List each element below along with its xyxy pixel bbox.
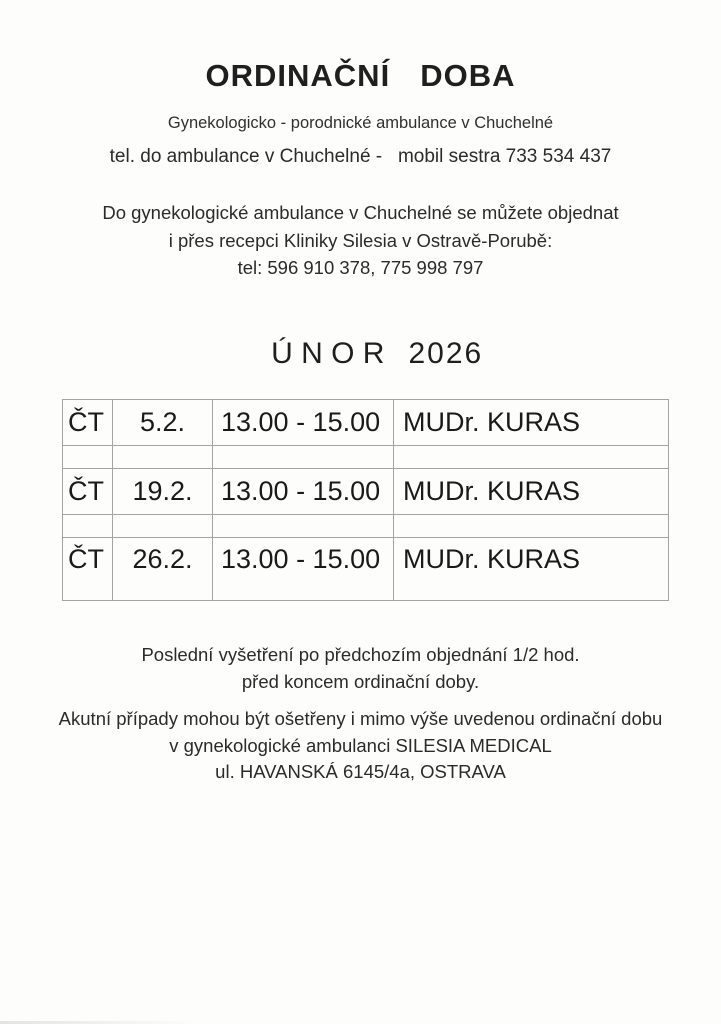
booking-line-1: Do gynekologické ambulance v Chuchelné se můžete objednat: [102, 202, 619, 223]
spacer-cell: [63, 515, 113, 538]
acute-cases-note: [0, 706, 721, 786]
ambulance-phone-line: tel. do ambulance v Chuchelné - mobil sestra 733 534 437: [109, 146, 612, 167]
spacer-cell: [113, 446, 213, 469]
doctor-cell: MUDr. KURAS: [394, 538, 669, 601]
month-heading: [0, 303, 721, 405]
clinic-subtitle: Gynekologicko - porodnické ambulance v Chuchelné: [167, 114, 554, 132]
date-cell: 26.2.: [113, 538, 213, 601]
last-exam-note-line-1: Poslední vyšetření po předchozím objednání 1/2 hod.: [141, 644, 580, 665]
spacer-cell: [394, 446, 669, 469]
last-exam-note: [0, 641, 721, 695]
doctor-cell: MUDr. KURAS: [394, 400, 669, 446]
booking-info: [0, 199, 721, 282]
table-row: [63, 538, 669, 601]
booking-line-2: i přes recepci Kliniky Silesia v Ostravě-Porubě:: [168, 229, 553, 251]
page-title-word1: ORDINAČNÍ: [205, 58, 391, 93]
time-cell: 13.00 - 15.00: [213, 538, 394, 601]
spacer-cell: [213, 515, 394, 538]
month-name: Ú N O R: [271, 337, 385, 370]
table-row: [63, 400, 669, 446]
acute-note-line-1: Akutní případy mohou být ošetřeny i mimo výše uvedenou ordinační dobu: [58, 708, 663, 729]
time-cell: 13.00 - 15.00: [213, 469, 394, 515]
last-exam-note-line-2: před koncem ordinační doby.: [241, 671, 480, 692]
time-cell: 13.00 - 15.00: [213, 400, 394, 446]
booking-phone-line: tel: 596 910 378, 775 998 797: [237, 257, 484, 278]
acute-note-line-3: ul. HAVANSKÁ 6145/4a, OSTRAVA: [215, 761, 506, 782]
date-cell: 5.2.: [113, 400, 213, 446]
schedule-table: [62, 399, 669, 601]
spacer-cell: [213, 446, 394, 469]
date-cell: 19.2.: [113, 469, 213, 515]
page-title: [0, 58, 721, 94]
spacer-cell: [113, 515, 213, 538]
doctor-cell: MUDr. KURAS: [394, 469, 669, 515]
page-title-word2: DOBA: [420, 58, 516, 93]
spacer-cell: [394, 515, 669, 538]
day-cell: ČT: [63, 400, 113, 446]
acute-note-line-2: v gynekologické ambulanci SILESIA MEDICAL: [169, 734, 552, 756]
spacer-cell: [63, 446, 113, 469]
table-row: [63, 469, 669, 515]
spacer-row: [63, 446, 669, 469]
day-cell: ČT: [63, 538, 113, 601]
month-year: 2026: [408, 337, 484, 370]
spacer-row: [63, 515, 669, 538]
day-cell: ČT: [63, 469, 113, 515]
